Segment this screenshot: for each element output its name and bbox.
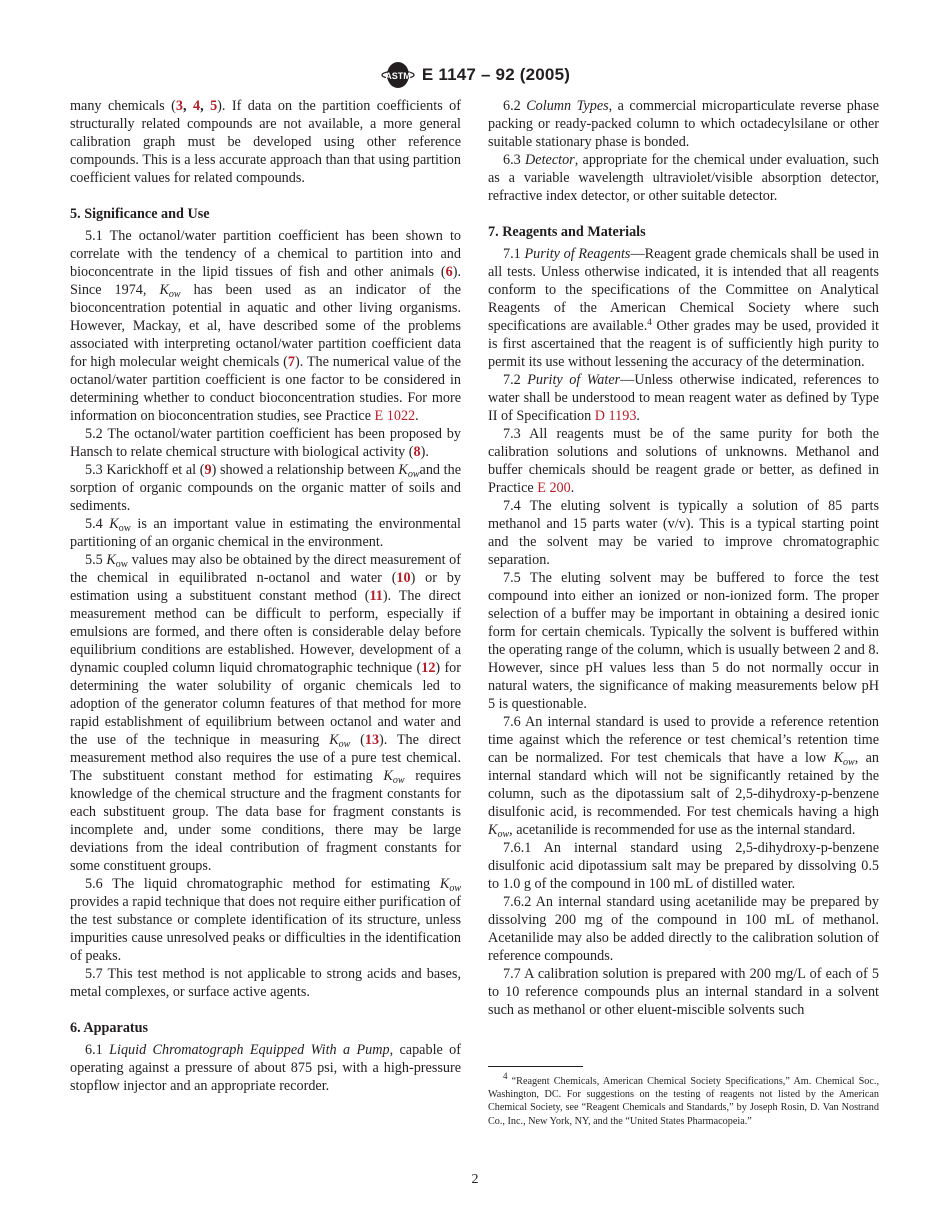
practice-link-e1022[interactable]: E 1022 — [374, 408, 416, 424]
page-number: 2 — [471, 1172, 479, 1187]
paragraph-5-4: 5.4 $K_{ow}$ is an important value in estimating the environmental partitioning of an organic chemical in the environment. — [70, 516, 461, 550]
paragraph-5-6: 5.6 The liquid chromatographic method for estimating $K_{ow}$ provides a rapid technique that does not require either purification of the test substance or complete identification of its structure, unless impurities cause unresolved peaks or difficulties in the identification of peaks. — [70, 876, 461, 964]
right-column — [488, 97, 879, 1019]
paragraph-5-7: 5.7 This test method is not applicable to strong acids and bases, metal complexes, or surface active agents. — [70, 966, 461, 1000]
paragraph-7-6-2: 7.6.2 An internal standard using acetanilide may be prepared by dissolving 200 mg of the compound in 100 mL of methanol. Acetanilide may also be added directly to the calibration solution of reference compounds. — [488, 894, 879, 964]
intro-paragraph: many chemicals (3, 4, 5). If data on the partition coefficients of structurally related compounds are not available, a more general calibration graph must be developed using other reference compounds. This is a less accurate approach than that using partition coefficient values for related compounds. — [70, 98, 461, 186]
section-heading-5: 5. Significance and Use — [70, 206, 210, 222]
left-column — [70, 97, 461, 1095]
practice-link-e200[interactable]: E 200 — [537, 480, 571, 496]
document-id: E 1147 – 92 (2005) — [421, 65, 571, 84]
reference-link-3[interactable]: 3 — [175, 98, 183, 114]
paragraph-7-4: 7.4 The eluting solvent is typically a solution of 85 parts methanol and 15 parts water (v/v). This is a typical starting point and the solvent may be varied to improve chromatographic separation. — [488, 498, 879, 568]
reference-link-7[interactable]: 7 — [287, 354, 295, 370]
reference-link-8[interactable]: 8 — [413, 444, 421, 460]
footnote-marker-4[interactable]: 4 — [647, 317, 652, 327]
paragraph-7-3: 7.3 All reagents must be of the same purity for both the calibration solutions and solutions of unknowns. Methanol and buffer chemicals should be reagent grade or better, as defined in Practice E 200. — [488, 426, 879, 496]
reference-link-6[interactable]: 6 — [445, 264, 453, 280]
paragraph-5-5: 5.5 $K_{ow}$ values may also be obtained by the direct measurement of the chemical in equilibrated n-octanol and water (10) or by estimation using a substituent constant method (11). The direct measurement method can be difficult to perform, especially if emulsions are formed, and there often is considerable delay before equilibrium conditions are established. However, development of a dynamic coupled column liquid chromatographic technique (12) for determining the water solubility of organic chemicals led to adoption of the generator column features of that method for more rapid establishment of equilibrium between octanol and water and the use of the technique in measuring $K_{ow}$ (13). The direct measurement method also requires the use of a pure test chemical. The substituent constant method for estimating $K_{ow}$ requires knowledge of the chemical structure and the fragment constants for each substituent group. The data base for fragment constants is incomplete and, under some conditions, there may be large deviations from the ideal contribution of fragment constants for some constituent groups. — [70, 552, 461, 874]
reference-link-9[interactable]: 9 — [204, 462, 212, 478]
paragraph-7-5: 7.5 The eluting solvent may be buffered to force the test compound into either an ionized or non-ionized form. The proper selection of a buffer may be important in obtaining a desired ionic form for certain chemicals. Typically the solvent is buffered within the operating range of the column, which is usually between 2 and 8. However, since pH values less than 5 do not normally occur in natural waters, the significance of making measurements below pH 5 is questionable. — [488, 570, 879, 712]
astm-logo-icon — [380, 60, 416, 90]
paragraph-7-6-1: 7.6.1 An internal standard using 2,5-dihydroxy-p-benzene disulfonic acid dipotassium salt may be prepared by dissolving 0.5 to 1.0 g of the compound in 100 mL of distilled water. — [488, 840, 879, 892]
paragraph-5-3: 5.3 Karickhoff et al (9) showed a relationship between $K_{ow}and$ the sorption of organic compounds on the organic matter of soils and sediments. — [70, 462, 461, 514]
section-heading-6: 6. Apparatus — [70, 1020, 149, 1036]
reference-link-12[interactable]: 12 — [421, 660, 436, 676]
section-heading-7: 7. Reagents and Materials — [488, 224, 646, 240]
paragraph-7-2: 7.2 Purity of Water—Unless otherwise indicated, references to water shall be understood to mean reagent water as defined by Type II of Specification D 1193. — [488, 372, 879, 424]
paragraph-5-1: 5.1 The octanol/water partition coefficient has been shown to correlate with the tendency of a chemical to partition into and bioconcentrate in the lipid tissues of fish and other animals (6). Since 1974, $K_{ow}$ has been used as an indicator of the bioconcentration potential in aquatic and other living organisms. However, Mackay, et al, have described some of the problems associated with interpreting octanol/water partition coefficient data for high molecular weight chemicals (7). The numerical value of the octanol/water partition coefficient is one factor to be considered in determining whether to conduct bioconcentration studies. For more information on bioconcentration studies, see Practice E 1022. — [70, 228, 461, 424]
paragraph-7-6: 7.6 An internal standard is used to provide a reference retention time against which the reference or test chemical’s retention time can be normalized. For test chemicals that have a low $K_{ow}$, an internal standard which will not be significantly retained by the column, such as the dipotassium salt of 2,5-dihydroxy-p-benzene disulfonic acid, is recommended. For test chemicals having a high $K_{ow}$, acetanilide is recommended for use as the internal standard. — [488, 714, 879, 840]
footnote-4: $^4$ “Reagent Chemicals, American Chemical Society Specifications,” Am. Chemical Soc., Washington, DC. For suggestions on the testing of reagents not listed by the American Chemical Society, see “Reagent Chemicals and Standards,” by Joseph Rosin, D. Van Nostrand Co., Inc., New York, NY, and the “United States Pharmacopeia.” — [488, 1071, 879, 1127]
paragraph-7-1: 7.1 Purity of Reagents—Reagent grade chemicals shall be used in all tests. Unless otherwise indicated, it is intended that all reagents conform to the specifications of the Committee on Analytical Reagents of the American Chemical Society where such specifications are available.$^4$ Other grades may be used, provided it is first ascertained that the reagent is of sufficiently high purity to permit its use without lessening the accuracy of the determination. — [488, 246, 879, 370]
paragraph-6-3: 6.3 Detector, appropriate for the chemical under evaluation, such as a variable wavelength ultraviolet/visible absorption detector, refractive index detector, or other suitable detector. — [488, 152, 880, 204]
paragraph-5-2: 5.2 The octanol/water partition coefficient has been proposed by Hansch to relate chemical structure with biological activity (8). — [70, 426, 461, 460]
paragraph-6-1: 6.1 Liquid Chromatograph Equipped With a Pump, capable of operating against a pressure of about 875 psi, with a high-pressure stopflow injector and an appropriate recorder. — [70, 1042, 461, 1094]
paragraph-6-2: 6.2 Column Types, a commercial microparticulate reverse phase packing or ready-packed column to which octadecylsilane or other suitable stationary phase is bonded. — [488, 98, 880, 150]
reference-link-11[interactable]: 11 — [369, 588, 383, 604]
specification-link-d1193[interactable]: D 1193 — [594, 408, 637, 424]
reference-link-5[interactable]: 5 — [210, 98, 218, 114]
paragraph-7-7: 7.7 A calibration solution is prepared with 200 mg/L of each of 5 to 10 reference compounds plus an internal standard in a solvent such as methanol or other eluent-miscible solvents such — [488, 966, 879, 1018]
reference-link-10[interactable]: 10 — [396, 570, 411, 586]
reference-link-4[interactable]: 4 — [192, 98, 201, 114]
page-header — [0, 60, 950, 90]
reference-link-13[interactable]: 13 — [364, 732, 380, 748]
footnote-divider — [488, 1066, 583, 1067]
svg-text:ASTM: ASTM — [385, 71, 411, 81]
